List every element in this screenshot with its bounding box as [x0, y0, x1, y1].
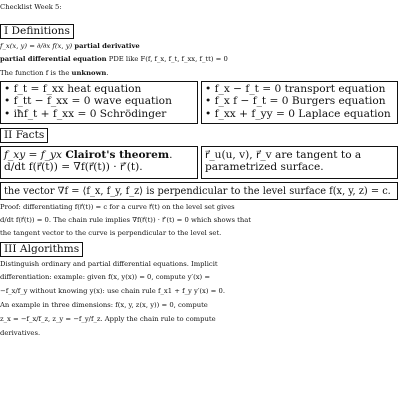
unknown-line — [0, 67, 400, 79]
page-title: Checklist Week 5: — [0, 3, 62, 11]
clairot-line — [4, 149, 194, 161]
algorithm-line: Distinguish ordinary and partial differential equations. Implicit — [0, 260, 218, 268]
algorithm-line: An example in three dimensions: f(x, y, z(x, y)) = 0, compute — [0, 301, 208, 309]
equation-item: • f_x − f_t = 0 transport equation — [205, 83, 386, 95]
equations-box-left — [0, 81, 198, 124]
tangent-line: parametrized surface. — [205, 161, 324, 174]
algorithm-line: derivatives. — [0, 329, 41, 337]
proof-line: Proof: differentiating f(r⃗(t)) = c for a curve r⃗(t) on the level set gives — [0, 203, 235, 211]
tangent-line: r⃗_u(u, v), r⃗_v are tangent to a — [205, 149, 362, 161]
equation-item: • f_tt − f_xx = 0 wave equation — [4, 95, 172, 108]
section-heading-facts: II Facts — [0, 128, 48, 143]
equation-item: • iħf_t + f_xx = 0 Schrödinger — [4, 107, 167, 120]
gradient-box: the vector ∇f = ⟨f_x, f_y, f_z⟩ is perpendicular to the level surface f(x, y, z) = c. — [0, 182, 398, 200]
algorithm-line: z_x = −f_x/f_z, z_y = −f_y/f_z. Apply the chain rule to compute — [0, 315, 216, 323]
clairot-formula: f_xy = f_yx — [4, 149, 62, 161]
section-heading-definitions: I Definitions — [0, 24, 74, 39]
tangent-box — [201, 146, 398, 179]
section-heading-algorithms: III Algorithms — [0, 242, 83, 257]
algorithm-line: −f_x/f_y without knowing y(x): use chain rule f_x1 + f_y y′(x) = 0. — [0, 287, 226, 295]
equation-item: • f_x f − f_t = 0 Burgers equation — [205, 95, 386, 108]
proof-line: the tangent vector to the curve is perpendicular to the level set. — [0, 229, 222, 237]
pde-text: PDE like F(f, f_x, f_t, f_xx, f_tt) = 0 — [108, 55, 228, 63]
partial-derivative-formula: f_x(x, y) = ∂/∂x f(x, y) — [0, 42, 73, 50]
unknown-word: unknown — [71, 69, 107, 77]
unknown-prefix: The function f is the — [0, 69, 70, 77]
clairot-suffix: . — [169, 149, 173, 161]
pde-label: partial differential equation — [0, 55, 107, 63]
clairot-box — [0, 146, 198, 179]
equations-box-right — [201, 81, 398, 124]
clairot-label: Clairot's theorem — [65, 149, 170, 161]
unknown-suffix: . — [106, 69, 109, 77]
chain-rule: d/dt f(r⃗(t)) = ∇f(r⃗(t)) · r⃗′(t). — [4, 161, 143, 174]
partial-derivative-line — [0, 40, 400, 52]
proof-line: d/dt f(r⃗(t)) = 0. The chain rule implies ∇f(r⃗(t)) · r⃗′(t) = 0 which shows that — [0, 216, 251, 224]
algorithm-line: differentiation: example: given f(x, y(x)) = 0, compute y′(x) = — [0, 273, 211, 281]
equation-item: • f_t = f_xx heat equation — [4, 83, 142, 95]
equation-item: • f_xx + f_yy = 0 Laplace equation — [205, 107, 391, 120]
pde-line — [0, 53, 400, 65]
partial-derivative-label: partial derivative — [74, 42, 140, 50]
